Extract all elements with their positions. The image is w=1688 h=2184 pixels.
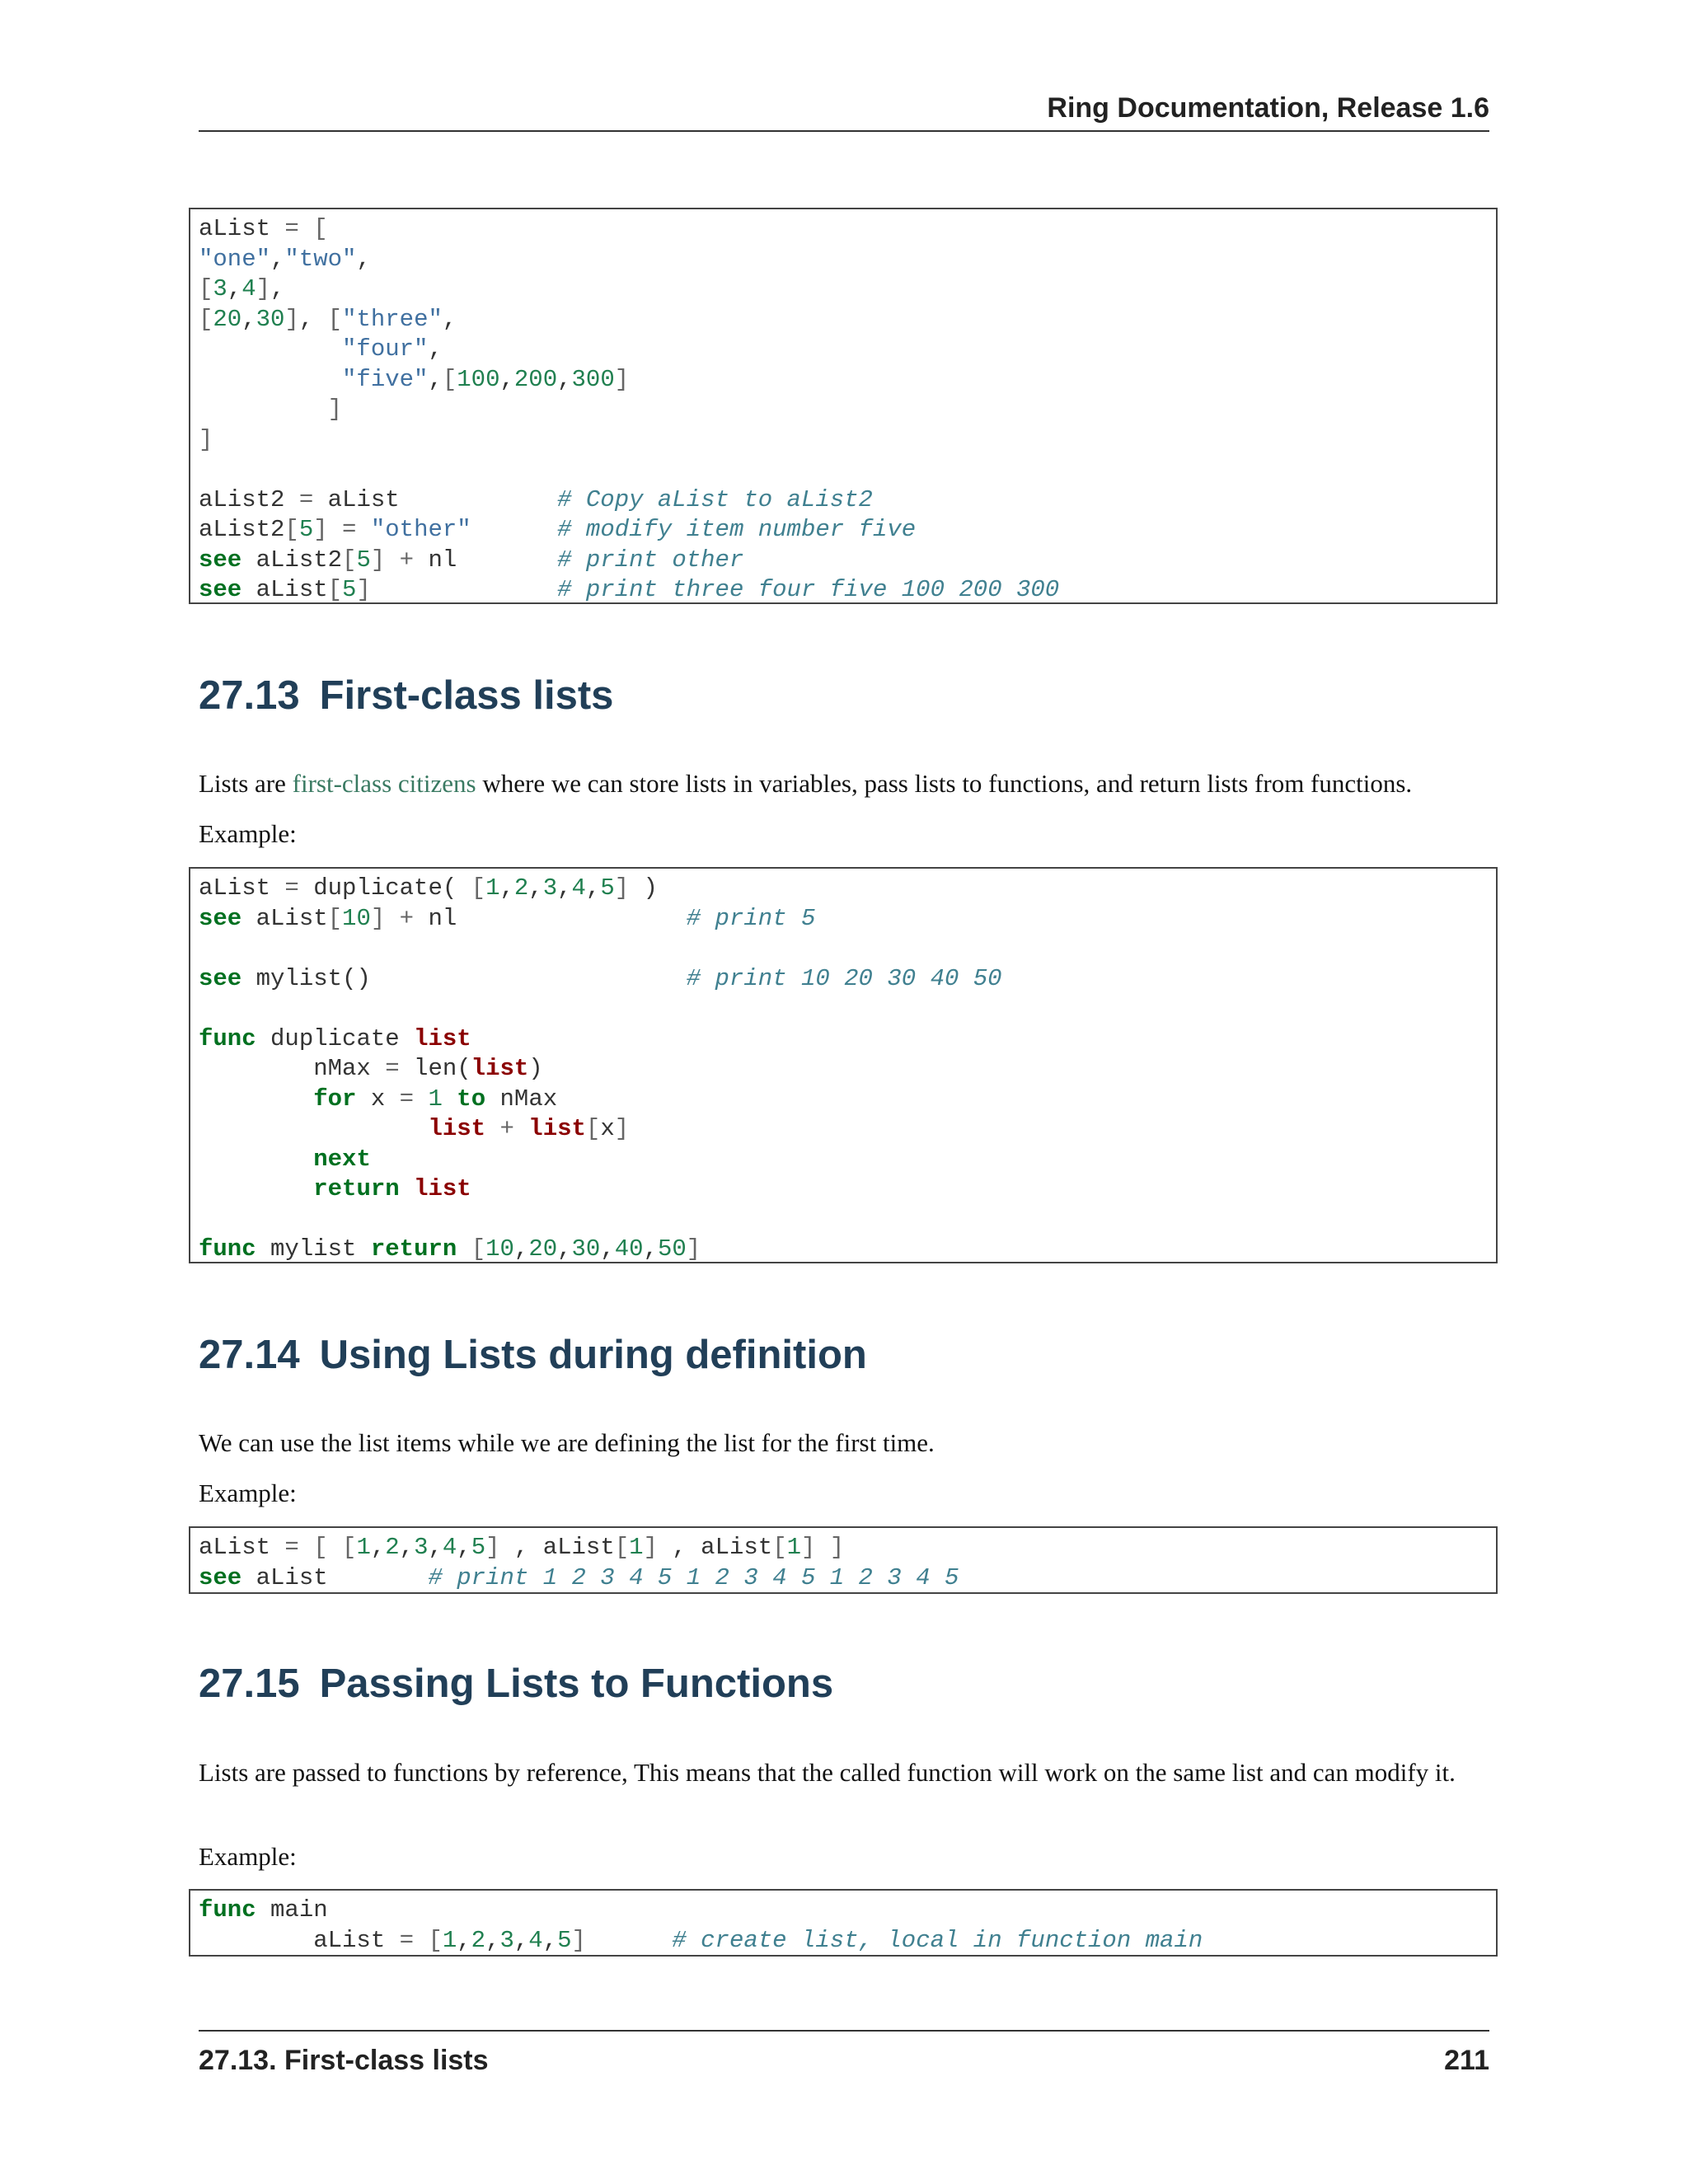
code-punct: [ bbox=[284, 516, 299, 543]
code-punct: ] bbox=[485, 1534, 500, 1561]
code-text: duplicate( bbox=[298, 874, 471, 902]
code-number: 4 bbox=[571, 874, 586, 902]
code-text: ) bbox=[629, 874, 658, 902]
code-keyword: func bbox=[199, 1235, 256, 1263]
code-builtin: list bbox=[428, 1115, 486, 1142]
code-text: , bbox=[600, 1235, 615, 1263]
section-heading bbox=[199, 1661, 833, 1707]
document-page bbox=[199, 0, 1489, 2184]
code-punct: ] bbox=[256, 275, 271, 302]
code-string: "four" bbox=[342, 335, 429, 363]
example-label: Example: bbox=[199, 819, 297, 848]
code-text: , bbox=[643, 1235, 658, 1263]
code-text bbox=[356, 516, 370, 543]
code-builtin: list bbox=[528, 1115, 586, 1142]
code-block bbox=[189, 1889, 1498, 1957]
code-number: 4 bbox=[442, 1534, 457, 1561]
code-number: 5 bbox=[600, 874, 615, 902]
code-punct: [ bbox=[585, 1115, 601, 1142]
code-text bbox=[400, 1175, 414, 1202]
code-text: mylist bbox=[256, 1235, 371, 1263]
code-punct: ] bbox=[327, 396, 343, 423]
code-text: , bbox=[428, 365, 443, 393]
code-line bbox=[199, 575, 1488, 604]
code-builtin: list bbox=[471, 1055, 529, 1082]
code-punct: [ bbox=[614, 1534, 630, 1561]
code-keyword: to bbox=[457, 1085, 486, 1113]
code-text bbox=[586, 1927, 672, 1954]
code-punct: ] bbox=[370, 546, 386, 574]
code-text: , bbox=[557, 874, 572, 902]
code-punct: [ bbox=[327, 576, 343, 603]
code-line bbox=[199, 245, 1488, 275]
code-punct: + bbox=[499, 1115, 514, 1142]
code-keyword: see bbox=[199, 1563, 242, 1591]
code-text: nl bbox=[414, 904, 687, 932]
section-heading bbox=[199, 1332, 867, 1378]
code-text: nl bbox=[414, 546, 558, 574]
code-string: "other" bbox=[370, 516, 471, 543]
code-number: 4 bbox=[241, 275, 256, 302]
code-line bbox=[199, 515, 1488, 546]
code-text bbox=[371, 576, 557, 603]
code-text: aList bbox=[199, 215, 285, 242]
page-footer bbox=[199, 2030, 1489, 2076]
code-number: 100 bbox=[457, 365, 500, 393]
code-punct: [ bbox=[342, 1534, 357, 1561]
code-keyword: func bbox=[199, 1896, 256, 1924]
code-text: , bbox=[557, 1235, 572, 1263]
page-number: 211 bbox=[1444, 2045, 1489, 2076]
code-text bbox=[485, 1115, 499, 1142]
code-punct: = bbox=[298, 485, 314, 513]
code-block bbox=[189, 867, 1498, 1263]
code-punct: [ bbox=[772, 1534, 787, 1561]
code-number: 2 bbox=[471, 1926, 486, 1954]
code-number: 1 bbox=[629, 1534, 644, 1561]
code-text: , bbox=[442, 305, 457, 333]
section-title: First-class lists bbox=[319, 673, 614, 718]
header-title: Ring Documentation, Release 1.6 bbox=[1047, 92, 1489, 124]
code-number: 4 bbox=[528, 1926, 543, 1954]
code-number: 20 bbox=[528, 1235, 558, 1263]
code-number: 5 bbox=[356, 546, 371, 574]
code-text bbox=[199, 1085, 313, 1113]
code-text bbox=[457, 1235, 471, 1263]
code-text bbox=[199, 335, 342, 363]
paragraph: We can use the list items while we are defining the list for the first time. bbox=[199, 1428, 935, 1457]
code-keyword: return bbox=[370, 1235, 457, 1263]
code-punct: ] bbox=[643, 1534, 658, 1561]
code-number: 5 bbox=[471, 1534, 486, 1561]
code-string: "three" bbox=[342, 305, 443, 333]
code-text: duplicate bbox=[256, 1024, 415, 1052]
code-text bbox=[443, 1085, 457, 1113]
code-text: , bbox=[499, 365, 514, 393]
code-line bbox=[199, 425, 1488, 456]
code-text: main bbox=[256, 1896, 328, 1924]
code-line bbox=[199, 546, 1488, 576]
code-text bbox=[385, 905, 399, 932]
code-punct: = [ bbox=[284, 215, 328, 242]
example-label: Example: bbox=[199, 1842, 297, 1871]
code-line bbox=[199, 934, 1488, 964]
code-text bbox=[471, 516, 557, 543]
code-line bbox=[199, 305, 1488, 335]
code-punct: [ bbox=[471, 1235, 486, 1263]
code-text bbox=[199, 396, 328, 423]
code-text: , bbox=[513, 1926, 529, 1954]
code-text bbox=[328, 1534, 342, 1561]
code-number: 10 bbox=[342, 904, 371, 932]
code-number: 2 bbox=[513, 874, 529, 902]
code-comment: # create list, local in function main bbox=[672, 1926, 1203, 1954]
code-text: , bbox=[428, 1534, 443, 1561]
code-text: mylist() bbox=[241, 964, 687, 992]
code-line bbox=[199, 1145, 1488, 1175]
code-text: aList bbox=[199, 1534, 285, 1561]
code-text bbox=[414, 1085, 428, 1113]
code-comment: # modify item number five bbox=[557, 516, 917, 543]
first-class-citizens-link[interactable]: first-class citizens bbox=[292, 769, 476, 798]
code-number: 200 bbox=[513, 365, 558, 393]
code-line bbox=[199, 1085, 1488, 1115]
section-title: Passing Lists to Functions bbox=[319, 1661, 834, 1706]
code-punct: [ bbox=[313, 1534, 328, 1561]
code-string: "five" bbox=[342, 365, 429, 393]
code-punct: = bbox=[385, 1055, 400, 1082]
code-number: 5 bbox=[557, 1926, 572, 1954]
code-number: 40 bbox=[614, 1235, 644, 1263]
code-text: nMax bbox=[199, 1055, 386, 1082]
code-block bbox=[189, 208, 1498, 604]
code-punct: + bbox=[399, 904, 415, 932]
code-builtin: list bbox=[414, 1024, 471, 1052]
code-text: aList2 bbox=[199, 485, 299, 513]
code-keyword: func bbox=[199, 1024, 256, 1052]
code-line bbox=[199, 1024, 1488, 1055]
code-number: 3 bbox=[499, 1926, 514, 1954]
code-text: , bbox=[585, 874, 601, 902]
code-text: , bbox=[399, 1534, 415, 1561]
code-line bbox=[199, 274, 1488, 305]
code-punct: = bbox=[342, 516, 357, 543]
code-number: 30 bbox=[256, 305, 285, 333]
code-text: aList bbox=[313, 485, 558, 513]
code-keyword: see bbox=[199, 904, 242, 932]
code-comment: # print three four five 100 200 300 bbox=[557, 576, 1060, 603]
code-punct: [ bbox=[199, 305, 213, 333]
code-line bbox=[199, 1054, 1488, 1085]
code-text bbox=[199, 1146, 313, 1173]
code-line bbox=[199, 874, 1488, 904]
code-number: 50 bbox=[657, 1235, 687, 1263]
code-text: , bbox=[270, 275, 285, 302]
code-text: , aList bbox=[657, 1534, 773, 1561]
code-text: , bbox=[241, 305, 256, 333]
code-line bbox=[199, 395, 1488, 425]
code-number: 1 bbox=[786, 1534, 802, 1561]
code-number: 10 bbox=[485, 1235, 514, 1263]
code-text: , bbox=[356, 245, 371, 273]
code-punct: [ bbox=[471, 874, 486, 902]
code-line bbox=[199, 335, 1488, 365]
code-line bbox=[199, 1563, 1488, 1594]
code-text: aList bbox=[199, 1926, 400, 1954]
code-punct: [ bbox=[199, 275, 213, 302]
code-text: len( bbox=[399, 1055, 471, 1082]
code-text bbox=[299, 1534, 313, 1561]
code-text: , bbox=[270, 245, 285, 273]
section-number: 27.15 bbox=[199, 1661, 300, 1706]
code-text: , bbox=[485, 1926, 500, 1954]
code-text: , bbox=[557, 365, 572, 393]
code-keyword: see bbox=[199, 964, 242, 992]
code-keyword: see bbox=[199, 546, 242, 574]
code-text: , bbox=[513, 1235, 529, 1263]
code-punct: ] bbox=[614, 1115, 630, 1142]
code-line bbox=[199, 1926, 1488, 1957]
code-punct: [ bbox=[442, 365, 457, 393]
code-number: 3 bbox=[542, 874, 558, 902]
code-punct: [ bbox=[327, 904, 343, 932]
code-text: , bbox=[370, 1534, 386, 1561]
section-number: 27.13 bbox=[199, 673, 300, 718]
code-line bbox=[199, 1114, 1488, 1145]
code-text bbox=[514, 1115, 528, 1142]
paragraph-text: Lists are bbox=[199, 769, 293, 798]
code-punct: [ bbox=[327, 305, 343, 333]
code-text bbox=[328, 516, 342, 543]
code-punct: = bbox=[284, 874, 299, 902]
code-text: aList bbox=[241, 1563, 429, 1591]
code-number: 20 bbox=[213, 305, 242, 333]
code-number: 1 bbox=[442, 1926, 457, 1954]
code-line bbox=[199, 1533, 1488, 1563]
code-text bbox=[199, 366, 342, 393]
code-line bbox=[199, 214, 1488, 245]
code-punct: + bbox=[399, 546, 415, 574]
code-punct: = bbox=[399, 1926, 415, 1954]
code-number: 5 bbox=[342, 576, 357, 603]
code-text bbox=[815, 1534, 829, 1561]
code-string: "one" bbox=[199, 245, 271, 273]
code-punct: ] bbox=[370, 904, 386, 932]
code-line bbox=[199, 1205, 1488, 1235]
code-number: 30 bbox=[571, 1235, 601, 1263]
code-punct: ] bbox=[829, 1534, 845, 1561]
code-text: x bbox=[600, 1115, 615, 1142]
code-text: , bbox=[457, 1926, 471, 1954]
code-punct: = bbox=[284, 1534, 299, 1561]
paragraph bbox=[199, 766, 1489, 800]
page-header bbox=[199, 92, 1489, 132]
code-text: , bbox=[227, 275, 242, 302]
code-punct: ] bbox=[801, 1534, 816, 1561]
code-text: ) bbox=[528, 1055, 543, 1082]
code-comment: # print 5 bbox=[686, 904, 816, 932]
code-text: x bbox=[356, 1085, 400, 1113]
code-text: , bbox=[428, 335, 443, 363]
code-comment: # print other bbox=[557, 546, 744, 574]
code-line bbox=[199, 964, 1488, 995]
code-line bbox=[199, 365, 1488, 396]
code-punct: ] bbox=[614, 365, 630, 393]
code-punct: ] bbox=[571, 1926, 586, 1954]
code-keyword: see bbox=[199, 576, 242, 603]
code-number: 1 bbox=[356, 1534, 371, 1561]
code-text: , bbox=[528, 874, 543, 902]
code-line bbox=[199, 904, 1488, 935]
code-punct: ] bbox=[199, 425, 213, 453]
code-block bbox=[189, 1526, 1498, 1594]
code-text bbox=[199, 1175, 313, 1202]
code-text bbox=[385, 546, 399, 574]
code-line bbox=[199, 1235, 1488, 1263]
paragraph: Lists are passed to functions by reference, This means that the called function will work on the same list and can modify it. bbox=[199, 1758, 1456, 1787]
code-punct: ] bbox=[284, 305, 299, 333]
code-text: , bbox=[499, 874, 514, 902]
section-title: Using Lists during definition bbox=[319, 1333, 867, 1377]
paragraph-text: where we can store lists in variables, pass lists to functions, and return lists from functions. bbox=[476, 769, 1413, 798]
code-string: "two" bbox=[284, 245, 357, 273]
code-line bbox=[199, 994, 1488, 1024]
code-text: aList bbox=[199, 874, 285, 902]
code-comment: # Copy aList to aList2 bbox=[557, 485, 873, 513]
code-punct: ] bbox=[313, 516, 328, 543]
section-number: 27.14 bbox=[199, 1333, 300, 1377]
code-punct: [ bbox=[342, 546, 357, 574]
code-text bbox=[199, 1115, 428, 1142]
code-line bbox=[199, 485, 1488, 516]
code-text: , bbox=[457, 1534, 471, 1561]
code-keyword: next bbox=[313, 1145, 371, 1173]
code-punct: [ bbox=[428, 1926, 443, 1954]
code-comment: # print 10 20 30 40 50 bbox=[686, 964, 1002, 992]
code-line bbox=[199, 1174, 1488, 1205]
section-heading bbox=[199, 673, 613, 719]
footer-section: 27.13. First-class lists bbox=[199, 2045, 489, 2076]
example-label: Example: bbox=[199, 1479, 297, 1507]
code-punct: ] bbox=[614, 874, 630, 902]
code-number: 3 bbox=[414, 1534, 429, 1561]
code-punct: = bbox=[399, 1085, 415, 1113]
code-punct: ] bbox=[356, 576, 371, 603]
code-comment: # print 1 2 3 4 5 1 2 3 4 5 1 2 3 4 5 bbox=[428, 1563, 959, 1591]
code-line bbox=[199, 455, 1488, 485]
code-text: aList bbox=[241, 904, 328, 932]
code-text bbox=[414, 1927, 428, 1954]
code-text: , bbox=[542, 1926, 558, 1954]
code-number: 300 bbox=[571, 365, 615, 393]
code-number: 5 bbox=[298, 516, 314, 543]
code-text: aList2 bbox=[199, 516, 285, 543]
code-text: nMax bbox=[485, 1085, 558, 1113]
code-number: 1 bbox=[428, 1085, 443, 1113]
code-punct: ] bbox=[686, 1235, 701, 1263]
code-text: , aList bbox=[499, 1534, 615, 1561]
code-number: 3 bbox=[213, 275, 227, 302]
code-text: aList2 bbox=[241, 546, 343, 574]
code-number: 2 bbox=[385, 1534, 400, 1561]
code-builtin: list bbox=[414, 1175, 471, 1202]
code-keyword: return bbox=[313, 1175, 400, 1202]
code-line bbox=[199, 1896, 1488, 1926]
code-text: aList bbox=[241, 576, 328, 603]
code-number: 1 bbox=[485, 874, 500, 902]
code-keyword: for bbox=[313, 1085, 357, 1113]
code-text: , bbox=[298, 305, 328, 333]
